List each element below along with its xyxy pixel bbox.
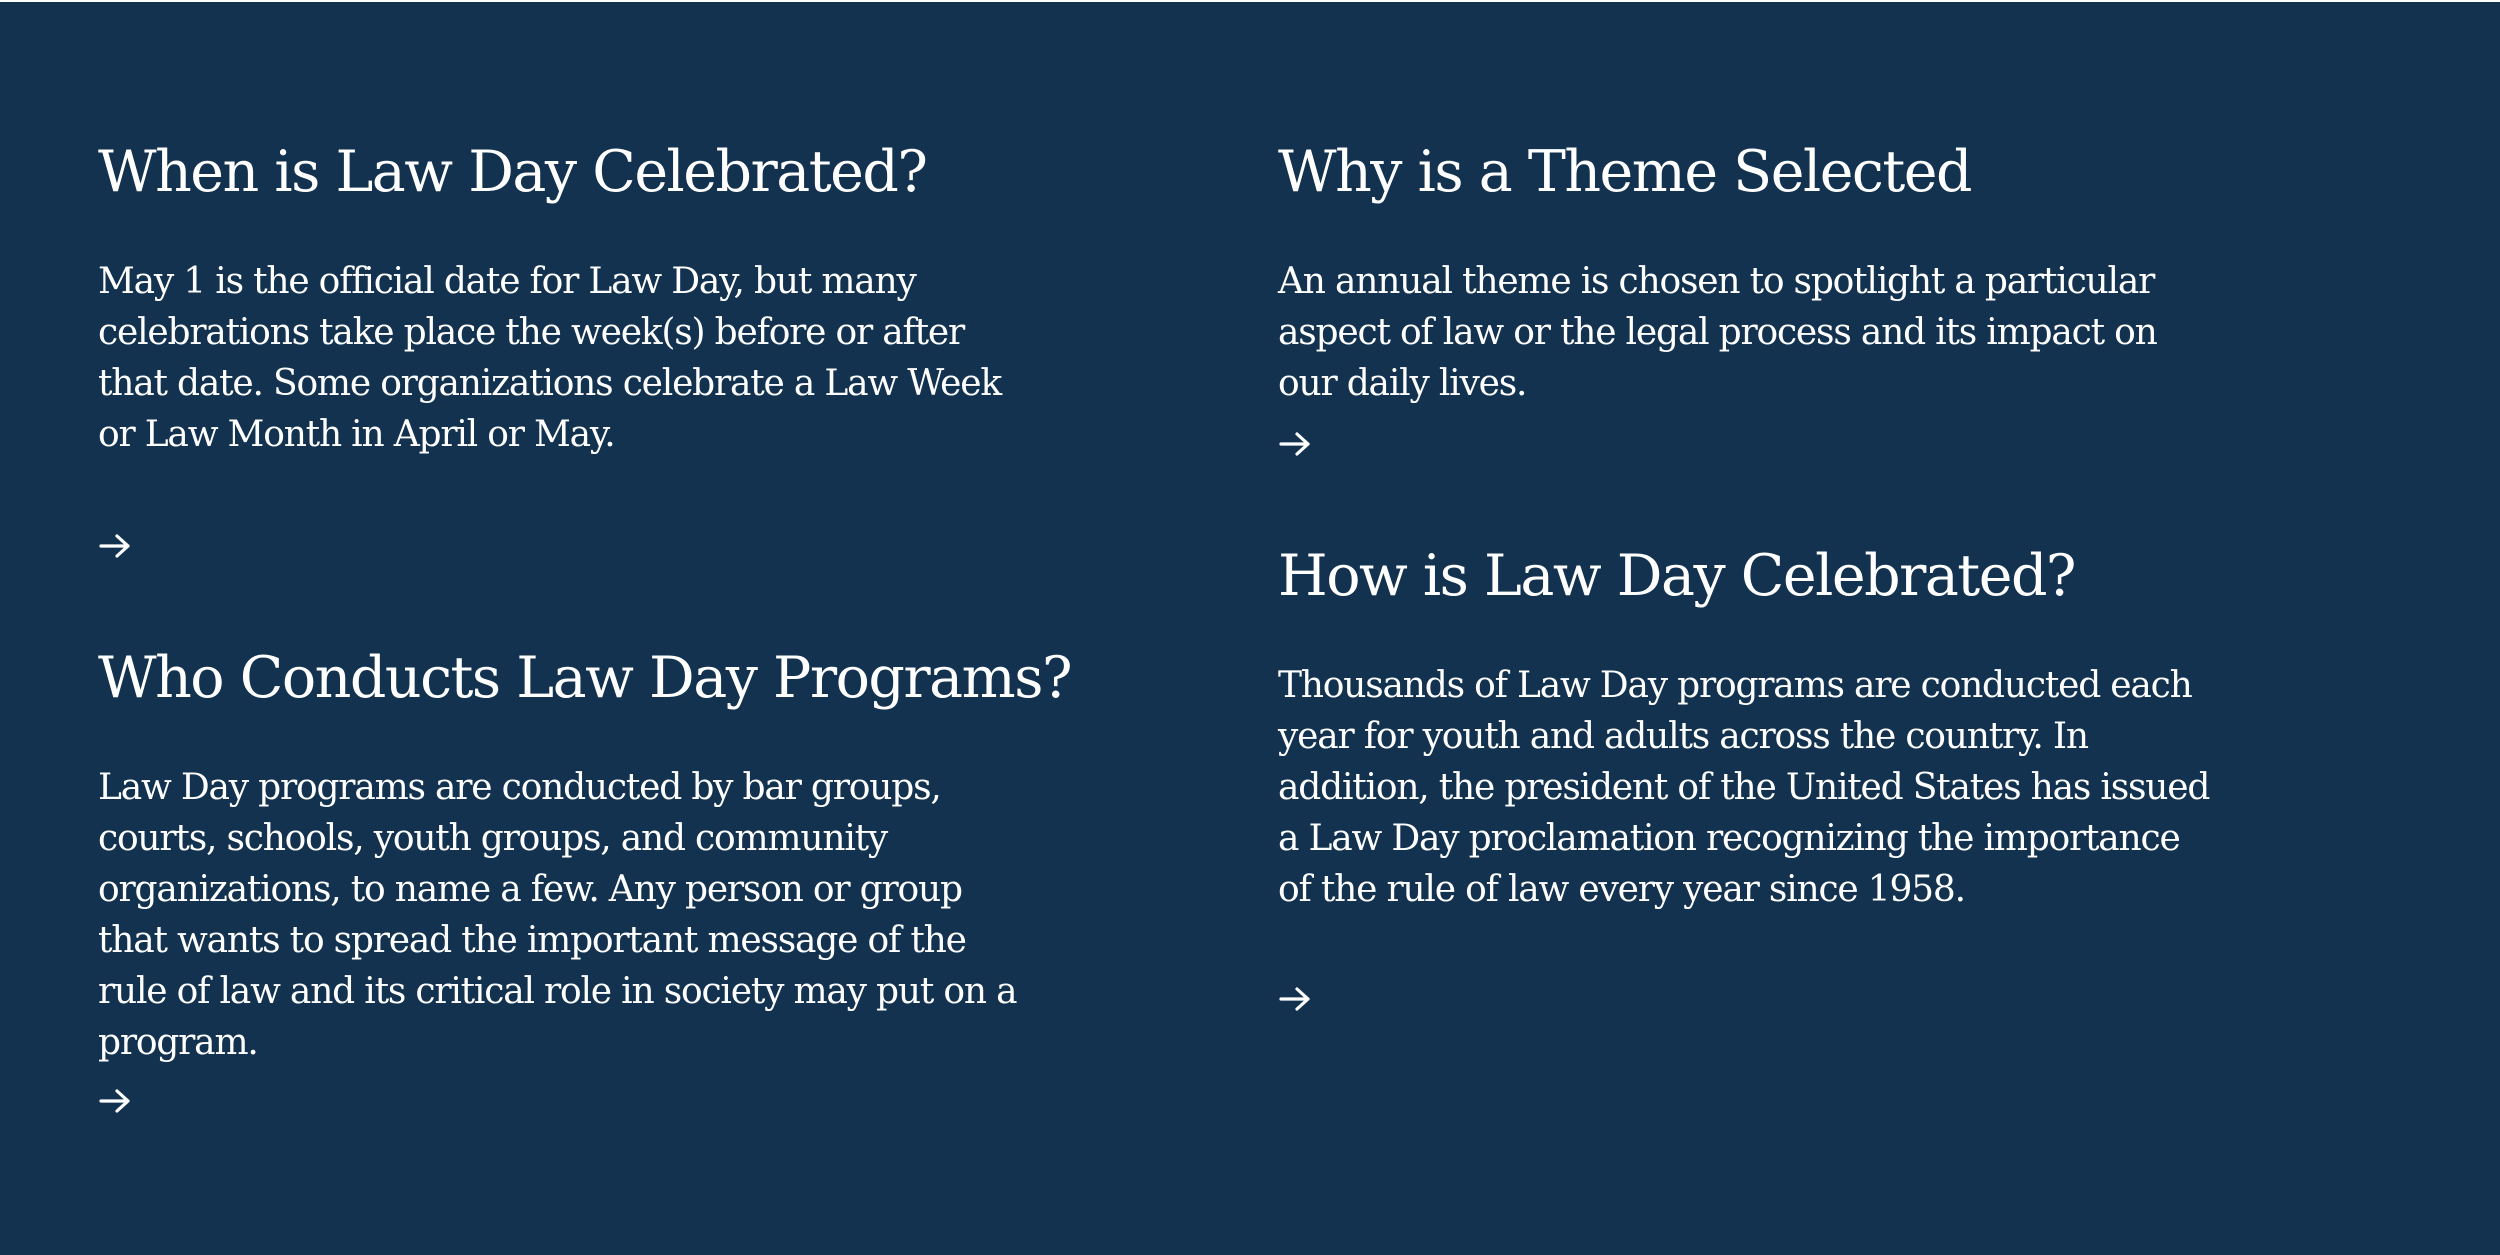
read-more-link[interactable] <box>1278 430 1314 458</box>
faq-body: Law Day programs are conducted by bar groups, courts, schools, youth groups, and community organizations, to name a few. Any person or group that wants to spread the important message of the rule of law and its critical role in society may put on a program. <box>98 767 1017 1063</box>
faq-body: May 1 is the official date for Law Day, but many celebrations take place the week(s) before or after that date. Some organizations celebrate a Law Week or Law Month in April or May. <box>98 261 1001 455</box>
arrow-right-icon <box>98 1087 132 1115</box>
faq-title: When is Law Day Celebrated? <box>98 139 927 205</box>
faq-body: An annual theme is chosen to spotlight a particular aspect of law or the legal process and its impact on our daily lives. <box>1278 261 2157 404</box>
arrow-right-icon <box>1278 985 1312 1013</box>
read-more-link[interactable] <box>1278 985 1314 1013</box>
law-day-faq-section <box>0 2 2500 1255</box>
faq-card-why-theme <box>1278 138 2218 404</box>
faq-title: Who Conducts Law Day Programs? <box>98 645 1072 711</box>
faq-body: Thousands of Law Day programs are conducted each year for youth and adults across the country. In addition, the president of the United States has issued a Law Day proclamation recognizing the importance of the rule of law every year since 1958. <box>1278 665 2210 910</box>
faq-card-how-celebrated <box>1278 542 2218 910</box>
read-more-link[interactable] <box>98 532 134 560</box>
faq-title: Why is a Theme Selected <box>1278 139 1971 205</box>
arrow-right-icon <box>1278 430 1312 458</box>
read-more-link[interactable] <box>98 1087 134 1115</box>
arrow-right-icon <box>98 532 132 560</box>
faq-title: How is Law Day Celebrated? <box>1278 543 2075 609</box>
faq-card-who-conducts <box>98 644 1072 1063</box>
faq-card-when-celebrated <box>98 138 1038 455</box>
